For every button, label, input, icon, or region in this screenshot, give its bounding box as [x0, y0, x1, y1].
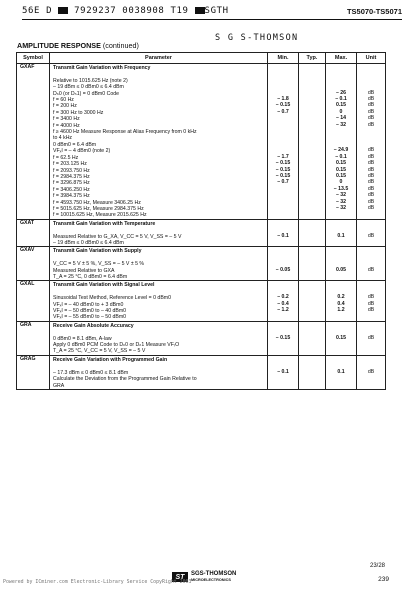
parameter-condition: GRA [53, 382, 65, 389]
parameter-title: Transmit Gain Variation with Temperature [53, 220, 156, 227]
col-header-max: Max. [326, 53, 357, 64]
parameter-condition: Measured Relative to G_XA, V_CC = 5 V, V_SS = – 5 V [53, 233, 182, 240]
row-unit: dB dB dB dB dB dB dB dB dB dB dB dB dB dB dB dB [357, 64, 386, 220]
part-number: TS5070-TS5071 [346, 7, 402, 16]
parameter-condition: 0 dBm0 = 6.4 dBm [53, 141, 97, 148]
row-min: – 1.8 – 0.15 – 0.7 – 1.7 – 0.15 – 0.15 – 0.15 – 0.7 [268, 64, 299, 220]
row-parameter [50, 247, 268, 281]
row-unit: dB [357, 355, 386, 389]
parameter-condition: – 17.3 dBm ≤ 0 dBm0 ≤ 8.1 dBm [53, 369, 129, 376]
black-block-mark [195, 7, 205, 14]
parameter-condition: to 4 kHz [53, 135, 73, 142]
parameter-condition: f = 3984.375 Hz [53, 193, 90, 200]
row-min: – 0.1 [268, 355, 299, 389]
table-row [17, 219, 386, 247]
row-min: – 0.05 [268, 247, 299, 281]
parameter-condition: – 19 dBm ≤ 0 dBm0 ≤ 6.4 dBm [53, 84, 124, 91]
row-symbol: GXAV [17, 247, 50, 281]
parameter-condition: f = 3406.250 Hz [53, 186, 90, 193]
parameter-condition: V_CC = 5 V ± 5 %, V_SS = – 5 V ± 5 % [53, 261, 145, 268]
spec-table [16, 52, 386, 390]
parameter-condition: f = 2984.375 Hz [53, 173, 90, 180]
row-parameter [50, 281, 268, 321]
parameter-condition: f = 62.5 Hz [53, 154, 79, 161]
row-max: 0.05 [326, 247, 357, 281]
parameter-condition: Measured Relative to GXA [53, 267, 115, 274]
parameter-condition: f = 4593.750 Hz, Measure 3406.25 Hz [53, 199, 141, 206]
parameter-condition: VFₓI = – 55 dBm0 to – 50 dBm0 [53, 314, 127, 321]
header-code-1: 56E D [22, 6, 53, 16]
table-row [17, 321, 386, 355]
black-block-mark [58, 7, 68, 14]
row-max: 0.1 [326, 219, 357, 247]
row-unit: dB [357, 247, 386, 281]
row-min: – 0.1 [268, 219, 299, 247]
parameter-condition: T_A = 25 °C, 0 dBm0 = 6.4 dBm [53, 274, 128, 280]
section-title [17, 41, 139, 50]
row-max: – 26 – 0.1 0.15 0 – 14 – 32 – 24.9 – 0.1 0.15 0.15 0.15 0 – 13.5 – 32 – 32 – 32 [326, 64, 357, 220]
parameter-condition: – 19 dBm ≤ 0 dBm0 ≤ 6.4 dBm [53, 239, 124, 246]
parameter-condition: Apply 0 dBm0 PCM Code to Dₙ0 or Dₙ1 Measure VFᵣO [53, 342, 180, 349]
parameter-condition: 0 dBm0 = 8.1 dBm, A-law [53, 335, 112, 342]
parameter-condition: Dₙ0 (or Dₙ1) = 0 dBm0 Code [53, 90, 119, 97]
row-unit: dB [357, 321, 386, 355]
row-parameter [50, 219, 268, 247]
logo-text [191, 571, 236, 583]
parameter-title: Transmit Gain Variation with Frequency [53, 65, 151, 71]
header-code [22, 6, 229, 16]
parameter-title: Receive Gain Absolute Accuracy [53, 322, 134, 329]
logo-subtitle: MICROELECTRONICS [191, 578, 231, 582]
table-row [17, 355, 386, 389]
row-max: 0.1 [326, 355, 357, 389]
parameter-condition: f = 10015.625 Hz, Measure 2015.625 Hz [53, 212, 147, 219]
parameter-condition: Sinusoidal Test Method, Reference Level = 0 dBm0 [53, 295, 171, 302]
parameter-condition: f = 4000 Hz [53, 122, 80, 129]
header-code-3: SGTH [204, 6, 229, 16]
row-symbol: GRAG [17, 355, 50, 389]
col-header-symbol: Symbol [17, 53, 50, 64]
row-typ [299, 355, 326, 389]
parameter-condition: f ≥ 4600 Hz Measure Response at Alias Frequency from 0 kHz [53, 129, 197, 136]
section-note: (continued) [102, 41, 139, 50]
row-symbol: GXAF [17, 64, 50, 220]
col-header-unit: Unit [357, 53, 386, 64]
table-row [17, 247, 386, 281]
page-number: 239 [378, 576, 389, 583]
row-typ [299, 219, 326, 247]
parameter-condition: VFₓI = – 50 dBm0 to – 40 dBm0 [53, 308, 127, 315]
parameter-condition: f = 3296.875 Hz [53, 180, 90, 187]
parameter-condition: Relative to 1015.625 Hz (note 2) [53, 77, 128, 84]
parameter-condition: T_A = 25 °C, V_CC = 5 V, V_SS = – 5 V [53, 348, 146, 355]
page-header [22, 6, 402, 24]
parameter-condition: VFₓI = – 4 dBm0 (note 2) [53, 148, 111, 155]
row-unit: dB dB dB [357, 281, 386, 321]
row-symbol: GXAT [17, 219, 50, 247]
parameter-condition: f = 200 Hz [53, 103, 77, 110]
st-logo-icon: ST [172, 572, 188, 582]
parameter-condition: f = 300 Hz to 3000 Hz [53, 109, 104, 116]
parameter-condition: f = 203.125 Hz [53, 161, 87, 168]
row-min: – 0.2 – 0.4 – 1.2 [268, 281, 299, 321]
header-rule [22, 19, 402, 20]
col-header-min: Min. [268, 53, 299, 64]
table-header-row [17, 53, 386, 64]
row-parameter [50, 355, 268, 389]
row-unit: dB [357, 219, 386, 247]
table-row [17, 281, 386, 321]
section-title-text: AMPLITUDE RESPONSE [17, 41, 101, 50]
col-header-parameter: Parameter [50, 53, 268, 64]
spec-table-body [17, 64, 386, 390]
row-typ [299, 321, 326, 355]
row-parameter [50, 321, 268, 355]
row-typ [299, 281, 326, 321]
header-code-2: 7929237 0038908 T19 [74, 6, 189, 16]
logo-name: SGS-THOMSON [191, 571, 237, 577]
row-max: 0.15 [326, 321, 357, 355]
row-min: – 0.15 [268, 321, 299, 355]
parameter-condition: f = 3400 Hz [53, 116, 80, 123]
row-parameter [50, 64, 268, 220]
row-symbol: GXAL [17, 281, 50, 321]
copyright-watermark: Powered by ICminer.com Electronic-Library Service CopyRight 2003 [3, 579, 192, 585]
parameter-title: Transmit Gain Variation with Signal Level [53, 282, 155, 289]
row-max: 0.2 0.4 1.2 [326, 281, 357, 321]
parameter-title: Receive Gain Variation with Programmed Gain [53, 356, 168, 363]
row-typ [299, 247, 326, 281]
parameter-condition: f = 60 Hz [53, 97, 74, 104]
row-symbol: GRA [17, 321, 50, 355]
row-typ [299, 64, 326, 220]
col-header-typ: Typ. [299, 53, 326, 64]
table-row [17, 64, 386, 220]
parameter-condition: f = 5015.625 Hz, Measure 2984.375 Hz [53, 205, 144, 212]
parameter-condition: Calculate the Deviation from the Programmed Gain Relative to [53, 376, 197, 383]
page-code: 23/28 [369, 563, 385, 569]
parameter-title: Transmit Gain Variation with Supply [53, 248, 142, 255]
handwritten-annotation: S G S-THOMSON [215, 33, 299, 43]
parameter-condition: f = 2093.750 Hz [53, 167, 90, 174]
parameter-condition: VFₓI = – 40 dBm0 to + 3 dBm0 [53, 301, 124, 308]
